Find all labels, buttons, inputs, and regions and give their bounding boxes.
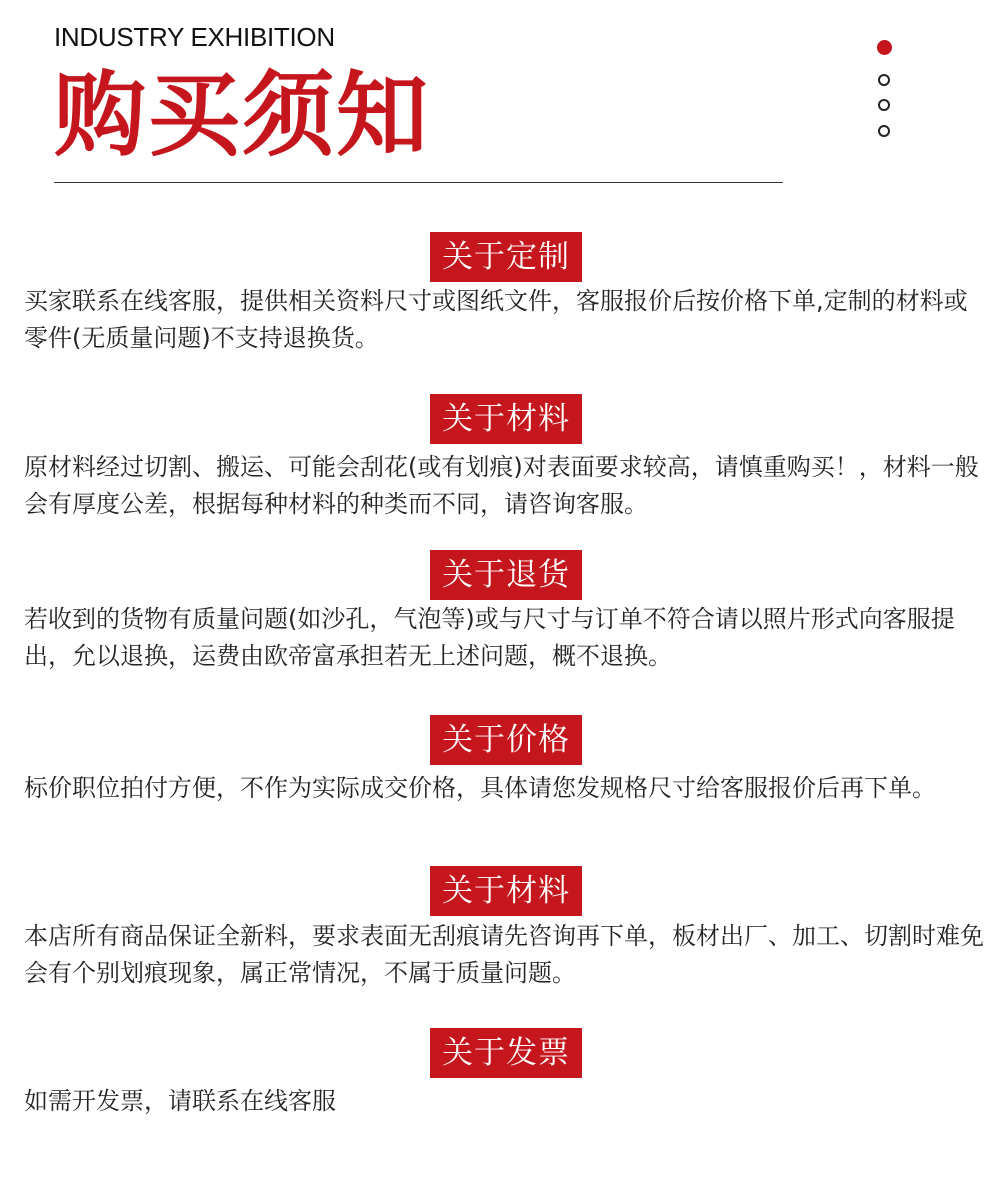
section-heading-price: 关于价格 <box>430 715 582 765</box>
section-heading-material-2: 关于材料 <box>430 866 582 916</box>
section-heading-material: 关于材料 <box>430 394 582 444</box>
pager-dot[interactable] <box>878 125 890 137</box>
section-text-invoice: 如需开发票，请联系在线客服 <box>24 1087 336 1115</box>
page-title: 购买须知 <box>54 62 431 169</box>
title-divider <box>54 182 783 183</box>
section-text-material-2: 本店所有商品保证全新料，要求表面无刮痕请先咨询再下单，板材出厂、加工、切割时难免会有个别划痕现象，属正常情况，不属于质量问题。 <box>24 922 984 987</box>
section-text-price: 标价职位拍付方便，不作为实际成交价格，具体请您发规格尺寸给客服报价后再下单。 <box>24 774 936 802</box>
section-heading-custom: 关于定制 <box>430 232 582 282</box>
pager-dot[interactable] <box>878 74 890 86</box>
pager-dot-active[interactable] <box>877 40 892 55</box>
section-text-material: 原材料经过切割、搬运、可能会刮花(或有划痕)对表面要求较高，请慎重购买！，材料一般会有厚度公差，根据每种材料的种类而不同，请咨询客服。 <box>24 453 979 518</box>
pager-dot[interactable] <box>878 99 890 111</box>
section-text-returns: 若收到的货物有质量问题(如沙孔，气泡等)或与尺寸与订单不符合请以照片形式向客服提出，允以退换，运费由欧帝富承担若无上述问题，概不退换。 <box>24 605 955 670</box>
header-subtitle: INDUSTRY EXHIBITION <box>54 22 335 52</box>
section-heading-invoice: 关于发票 <box>430 1028 582 1078</box>
section-heading-returns: 关于退货 <box>430 550 582 600</box>
section-text-custom: 买家联系在线客服，提供相关资料尺寸或图纸文件，客服报价后按价格下单,定制的材料或零件(无质量问题)不支持退换货。 <box>24 287 968 352</box>
